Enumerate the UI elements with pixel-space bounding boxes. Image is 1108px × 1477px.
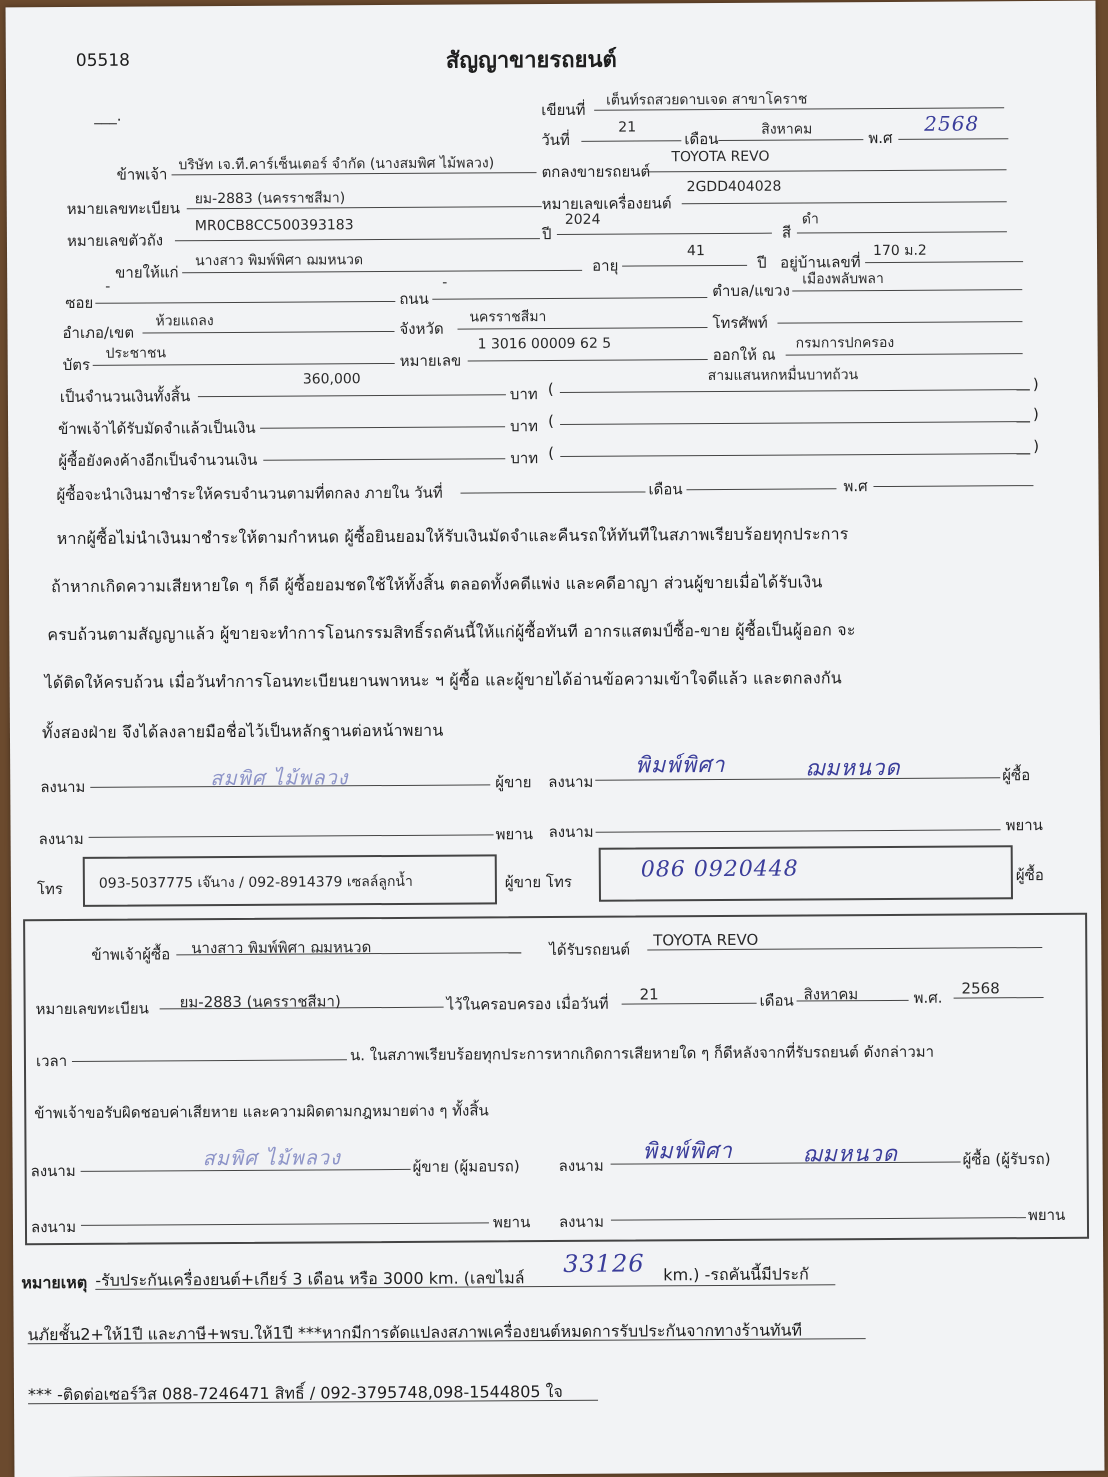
buyer-name: นางสาว พิมพ์พิศา ฌมหนวด: [195, 252, 364, 270]
terms-line-1: หากผู้ซื้อไม่นำเงินมาชำระให้ตามกำหนด ผู้ซื้อยินยอมให้รับเงินมัดจำและคืนรถให้ทันทีในสภาพเรียบร้อยทุกประการ: [56, 524, 849, 549]
month-value: สิงหาคม: [761, 121, 813, 138]
witness2-sign-label: ลงนาม: [548, 822, 594, 842]
id-label: หมายเลข: [399, 351, 462, 370]
color-label: สี: [781, 223, 792, 242]
written-at-value: เต็นท์รถสวยดาบเจด สาขาโคราช: [606, 91, 808, 109]
receipt-month: สิงหาคม: [803, 985, 859, 1004]
phone-line: [777, 321, 1022, 323]
road-label: ถนน: [399, 289, 429, 308]
seller-sign-label: ลงนาม: [40, 777, 86, 797]
reg-label: หมายเลขทะเบียน: [66, 199, 181, 218]
day-label: วันที่: [541, 130, 570, 150]
pay-day-line: [460, 491, 645, 493]
terms-line-2: ถ้าหากเกิดความเสียหายใด ๆ ก็ดี ผู้ซื้อยอมชดใช้ให้ทั้งสิ้น ตลอดทั้งคดีแพ่ง และคดีอาญา ส่วนผู้ขายเมื่อได้รับเงิน: [51, 572, 823, 597]
seller-role-label: ผู้ขาย: [495, 773, 532, 792]
terms-line-4: ได้ติดให้ครบถ้วน เมื่อวันทำการโอนทะเบียนยานพาหนะ ฯ ผู้ซื้อ และผู้ขายได้อ่านข้อความเข้าใจดีแล้ว และตกลงกัน: [44, 668, 842, 693]
phone-label: โทรศัพท์: [712, 313, 768, 333]
document-title: สัญญาขายรถยนต์: [445, 47, 617, 74]
pay-month-line: [686, 488, 836, 490]
contract-paper: [6, 1, 1105, 1477]
total-open-paren: (: [547, 380, 554, 399]
terms-line-5: ทั้งสองฝ่าย จึงได้ลงลายมือชื่อไว้เป็นหลักฐานต่อหน้าพยาน: [41, 720, 444, 743]
receipt-box: [23, 913, 1089, 1245]
chassis-value: MR0CB8CC500393183: [194, 217, 354, 235]
buyer-sign-label: ลงนาม: [548, 772, 594, 792]
issued-value: กรมการปกครอง: [795, 334, 895, 352]
house-value: 170 ม.2: [872, 242, 927, 260]
total-value: 360,000: [302, 371, 361, 388]
total-words-line: [560, 389, 1030, 393]
receipt-model: TOYOTA REVO: [653, 930, 759, 950]
receipt-seller-signature: สมพิศ ไม้พลวง: [202, 1145, 341, 1171]
witness1-label: พยาน: [495, 825, 533, 844]
vehicle-year-label: ปี: [541, 225, 552, 244]
seller-phone-value: 093-5037775 เจ๊นาง / 092-8914379 เซลล์ลูกน้ำ: [98, 873, 413, 892]
seller-phone-label: โทร: [36, 880, 63, 899]
witness2-label: พยาน: [1005, 816, 1043, 835]
notes-label: หมายเหตุ: [21, 1272, 88, 1293]
notes-line-1a: -รับประกันเครื่องยนต์+เกียร์ 3 เดือน หรือ 3000 km. (เลขไมล์: [95, 1268, 525, 1290]
receipt-possess-label: ไว้ในครอบครอง เมื่อวันที่: [446, 994, 609, 1014]
color-line: [797, 231, 1007, 233]
engine-line: [682, 201, 1007, 204]
terms-line-3: ครบถ้วนตามสัญญาแล้ว ผู้ขายจะทำการโอนกรรมสิทธิ์รถคันนี้ให้แก่ผู้ซื้อทันที อากรแสตมป์ซื้อ-ขาย ผู้ซื้อเป็นผู้ออก จะ: [47, 620, 856, 645]
id-value: 1 3016 00009 62 5: [477, 335, 612, 353]
seller-name: บริษัท เจ.ที.คาร์เซ็นเตอร์ จำกัด (นางสมพิศ ไม้พลวง): [178, 155, 495, 174]
receipt-witness2-label: พยาน: [1027, 1205, 1066, 1225]
vehicle-year-line: [557, 233, 772, 235]
road-line: [432, 297, 707, 300]
deposit-close-paren: ): [1032, 405, 1039, 424]
province-value: นครราชสีมา: [469, 309, 547, 326]
buyer-phone-role: ผู้ซื้อ: [1015, 866, 1044, 885]
model-line: [647, 169, 1007, 172]
receipt-liability-text: ข้าพเจ้าขอรับผิดชอบค่าเสียหาย และความผิดตามกฎหมายต่าง ๆ ทั้งสิ้น: [34, 1101, 489, 1123]
receipt-buyer-name: นางสาว พิมพ์พิศา ฌมหนวด: [191, 938, 372, 958]
house-label: อยู่บ้านเลขที่: [780, 253, 861, 272]
witness1-sign-line: [89, 834, 494, 837]
soi-value: -: [105, 278, 111, 295]
notes-line-3: *** -ติดต่อเซอร์วิส 088-7246471 สิทธิ์ / 092-3795748,098-1544805 ใจ: [27, 1381, 563, 1405]
deposit-line: [260, 426, 505, 428]
remain-label: ผู้ซื้อยังคงค้างอีกเป็นจำนวนเงิน: [58, 450, 258, 471]
amphoe-label: อำเภอ/เขต: [62, 323, 135, 343]
receipt-buyer-role: ผู้ซื้อ (ผู้รับรถ): [962, 1149, 1051, 1169]
mileage-handwritten: 33126: [563, 1249, 645, 1278]
receipt-received-label: ได้รับรถยนต์: [549, 940, 631, 960]
receipt-buyer-label: ข้าพเจ้าผู้ซื้อ: [91, 945, 171, 964]
receipt-year-label: พ.ศ.: [913, 988, 943, 1007]
age-value: 41: [686, 243, 705, 260]
buyer-signature-last: ฌมหนวด: [805, 755, 901, 782]
deposit-label: ข้าพเจ้าได้รับมัดจำแล้วเป็นเงิน: [58, 418, 256, 439]
engine-label: หมายเลขเครื่องยนต์: [541, 194, 672, 214]
receipt-reg: ยม-2883 (นครราชสีมา): [179, 992, 341, 1012]
buyer-phone-handwritten: 086 0920448: [640, 856, 799, 883]
seller-label: ข้าพเจ้า: [116, 165, 168, 184]
agree-label: ตกลงขายรถยนต์: [541, 162, 651, 182]
pay-year-label: พ.ศ: [843, 477, 868, 496]
receipt-seller-sign-label: ลงนาม: [30, 1161, 76, 1181]
total-line: [198, 394, 506, 397]
total-words: สามแสนหกหมื่นบาทถ้วน: [707, 367, 859, 385]
remain-close-paren: ): [1033, 437, 1040, 456]
receipt-witness1-sign-label: ลงนาม: [30, 1217, 77, 1237]
notes-line-2: นภัยชั้น2+ให้1ปี และภาษี+พรบ.ให้1ปี ***หากมีการดัดแปลงสภาพเครื่องยนต์หมดการรับประกันจากทางร้านทันที: [27, 1320, 803, 1345]
card-label: บัตร: [62, 355, 91, 375]
written-at-label: เขียนที่: [541, 100, 586, 120]
day-line: [581, 140, 681, 142]
month-label: เดือน: [684, 129, 719, 149]
pay-year-line: [873, 485, 1033, 487]
tambon-label: ตำบล/แขวง: [712, 281, 790, 301]
receipt-day: 21: [639, 985, 659, 1004]
age-line: [622, 265, 747, 267]
age-label: อายุ: [592, 256, 619, 275]
pay-due-label: ผู้ซื้อจะนำเงินมาชำระให้ครบจำนวนตามที่ตกลง ภายใน วันที่: [56, 483, 443, 505]
model-value: TOYOTA REVO: [671, 148, 770, 166]
witness2-sign-line: [596, 829, 1001, 832]
remain-words-line: [560, 453, 1030, 457]
soi-line: [95, 301, 395, 304]
total-close-paren: ): [1032, 375, 1039, 394]
tambon-value: เมืองพลับพลา: [802, 270, 884, 288]
issued-label: ออกให้ ณ: [712, 345, 776, 365]
year-label: พ.ศ: [868, 128, 893, 148]
receipt-buyer-signature-last: ฌมหนวด: [802, 1141, 899, 1168]
receipt-witness2-sign-label: ลงนาม: [558, 1212, 605, 1231]
card-value: ประชาชน: [105, 345, 167, 362]
buyer-signature-first: พิมพ์พิศา: [635, 752, 726, 779]
chassis-label: หมายเลขตัวถัง: [66, 231, 164, 250]
receipt-buyer-signature-first: พิมพ์พิศา: [642, 1138, 733, 1165]
seller-phone-role: ผู้ขาย โทร: [504, 872, 572, 892]
engine-value: 2GDD404028: [686, 178, 782, 196]
receipt-time-label: เวลา: [35, 1051, 68, 1071]
year-handwritten: 2568: [924, 111, 980, 136]
reg-value: ยม-2883 (นครราชสีมา): [194, 190, 346, 208]
vehicle-year-value: 2024: [564, 211, 601, 228]
witness1-sign-label: ลงนาม: [38, 829, 84, 849]
receipt-witness1-label: พยาน: [492, 1213, 531, 1232]
day-value: 21: [618, 119, 637, 136]
sell-to-label: ขายให้แก่: [115, 263, 179, 282]
province-label: จังหวัด: [399, 319, 444, 338]
soi-label: ซอย: [65, 293, 94, 312]
total-baht: บาท: [509, 385, 538, 404]
color-value: ดำ: [801, 211, 819, 228]
buyer-role-label: ผู้ซื้อ: [1002, 766, 1031, 785]
deposit-baht: บาท: [510, 417, 538, 436]
receipt-reg-label: หมายเลขทะเบียน: [35, 999, 149, 1019]
chassis-line: [175, 238, 540, 241]
remain-open-paren: (: [548, 444, 555, 463]
id-line: [468, 359, 708, 361]
receipt-seller-role: ผู้ขาย (ผู้มอบรถ): [412, 1157, 520, 1176]
remain-baht: บาท: [510, 449, 539, 468]
header-dash: ___.: [94, 106, 122, 125]
receipt-condition-text: น. ในสภาพเรียบร้อยทุกประการหากเกิดการเสียหายใด ๆ ก็ดีหลังจากที่รับรถยนต์ ดังกล่าวมา: [349, 1042, 935, 1065]
receipt-month-label: เดือน: [759, 991, 794, 1010]
seller-signature: สมพิศ ไม้พลวง: [210, 765, 349, 791]
age-unit: ปี: [757, 253, 767, 272]
deposit-open-paren: (: [548, 412, 554, 431]
amphoe-value: ห้วยแถลง: [155, 313, 214, 330]
remain-line: [263, 458, 505, 460]
receipt-buyer-sign-label: ลงนาม: [558, 1156, 604, 1175]
deposit-words-line: [560, 421, 1030, 425]
year-line: [898, 138, 1008, 140]
road-value: -: [442, 274, 448, 291]
receipt-year: 2568: [961, 979, 1000, 998]
total-label: เป็นจำนวนเงินทั้งสิ้น: [59, 387, 191, 407]
document-number: 05518: [75, 50, 131, 71]
pay-month-label: เดือน: [648, 480, 683, 499]
notes-line-1b: km.) -รถคันนี้มีประกั: [663, 1264, 809, 1285]
